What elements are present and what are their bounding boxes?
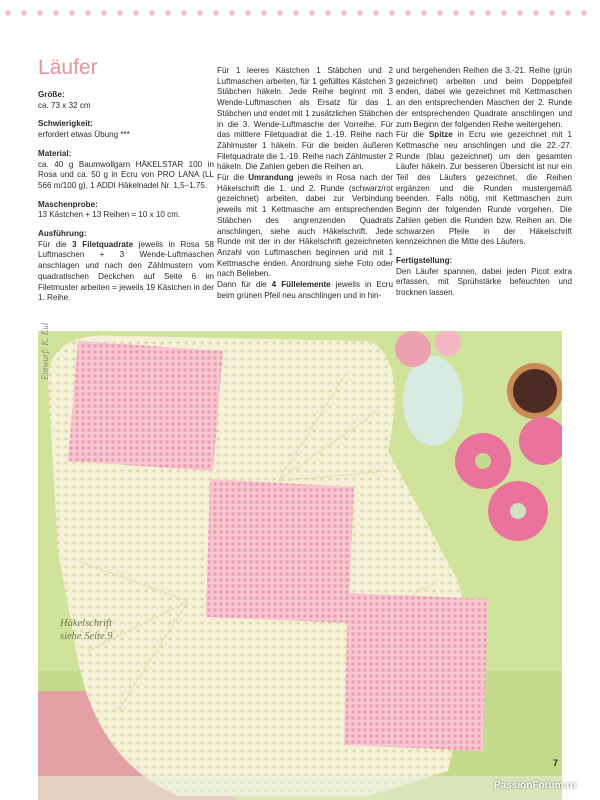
filet-square-2 [206,479,354,623]
table-runner-photo [38,331,562,800]
size-value: ca. 73 x 32 cm [38,100,91,110]
execution-text-bold: 3 Filetquadrate [72,239,134,249]
filet-square-1 [68,341,223,471]
lace-text-post: in Ecru wie gezeichnet mit 1 Kettmasche neu anschlingen und die 22.-27. Runde (blau gezeichnet) um den gesamten Läufer häkeln. Zur besseren Übersicht ist nur ein Teil des Läufers gezeichnet, die Reihen ergänzen und die Runden mustergemäß beenden. Falls nötig, mit Kettmaschen zum Beginn der folgenden Runde vorgehen. Die Zahlen geben die Runden bzw. Reihen an. Die schwarzen Pfeile in der Häkelschrift kennzeichnen die Mitte des Läufers. [396,130,572,247]
size-heading: Größe: [38,90,65,99]
difficulty-value: erfordert etwas Übung *** [38,130,130,140]
chart-reference-line-1: Häkelschrift [60,618,112,629]
col3-paragraph-1: und hergehenden Reihen die 3.-21. Reihe (grün gezeichnet) arbeiten und beim Doppelpfeil enden, dabei wie gezeichnet mit Kettmaschen an den entsprechenden Maschen der 2. Runde der entsprechenden Quadrate anschlingen und zum Beginn der folgenden Reihe weitergehen. [396,66,572,129]
fill-text-bold: 4 Füllelemente [271,280,331,290]
execution-text [38,240,214,304]
border-text-pre: Für die [217,173,249,183]
finish-text: Den Läufer spannen, dabei jeden Picot extra erfassen, mit Sprühstärke befeuchten und trocknen lassen. [396,266,572,298]
fill-text-post: jeweils in Ecru beim grünen Pfeil neu anschlingen und in hin- [217,280,393,300]
difficulty-heading: Schwierigkeit: [38,119,93,129]
gauge-heading: Maschenprobe: [38,199,98,209]
chart-reference-note [60,617,112,643]
design-credit: Entwurf: K. Eul [40,322,50,380]
material-heading: Material: [38,148,72,158]
col2-paragraph-2 [217,173,393,280]
col2-paragraph-3 [217,280,393,301]
column-1 [38,90,214,304]
column-2 [217,66,393,301]
page-number: 7 [553,758,559,768]
execution-heading: Ausführung: [38,229,87,239]
fill-text-pre: Dann für die [217,280,272,290]
chart-reference-line-2: siehe Seite 9 [60,631,113,642]
page-title: Läufer [38,56,98,79]
execution-text-post: jeweils in Rosa 58 Luftmaschen + 3 Wende-Luftmaschen anschlagen und nach den Zählmustern vom quadratischen Deckchen auf Seite 6 im Filetmuster arbeiten = jeweils 19 Kästchen in der 1. Reihe. [38,239,214,303]
col2-paragraph-1: Für 1 leeres Kästchen 1 Stäbchen und 2 Luftmaschen arbeiten, für 1 gefülltes Kästchen 3 Stäbchen häkeln. Jede Reihe beginnt mit 3 Wende-Luftmaschen als Ersatz für das 1. Stäbchen und endet mit 1 zusätzlichen Stäbchen in die 3. Wende-Luftmasche der Vorreihe. Für das mittlere Filetquadrat die 1.-19. Reihe nach Zählmuster 1 häkeln. Für die beiden äußeren Filetquadrate die 1.-19. Reihe nach Zählmuster 2 häkeln. Die Zahlen geben die Reihen an. [217,66,393,172]
border-text-bold: Umrandung [248,173,294,183]
lace-text-bold: Spitze [428,130,453,140]
photo-illustration [38,331,562,800]
execution-text-pre: Für die [38,239,73,249]
finish-heading: Fertigstellung: [396,255,453,265]
site-watermark: PassionForum.ru [494,780,577,791]
col3-paragraph-2 [396,130,572,248]
material-value: ca. 40 g Baumwollgarn HÄKELSTAR 100 in Rosa und ca. 50 g in Ecru von PRO LANA (LL 566 m/100 g), 1 ADDI Häkelnadel Nr. 1,5–1,75. [38,159,214,190]
dotted-border [0,8,600,18]
gauge-value: 13 Kästchen + 13 Reihen = 10 x 10 cm. [38,210,181,220]
lace-text-pre: Für die [396,130,429,140]
column-3 [396,66,572,299]
border-text-post: jeweils in Rosa nach der Häkelschrift die 1. und 2. Runde (schwarz/rot gezeichnet) arbeiten, dabei zur Verbindung jeweils mit 1 Kettmasche am entsprechenden Stäbchen des angrenzenden Quadrats anschlingen, siehe auch Häkelschrift. Jede Runde mit der in der Häkelschrift gezeichneten Anzahl von Luftmaschen beginnen und mit 1 Kettmasche enden. Anordnung siehe Foto oder nach Belieben. [217,173,393,279]
filet-square-3 [344,593,488,751]
